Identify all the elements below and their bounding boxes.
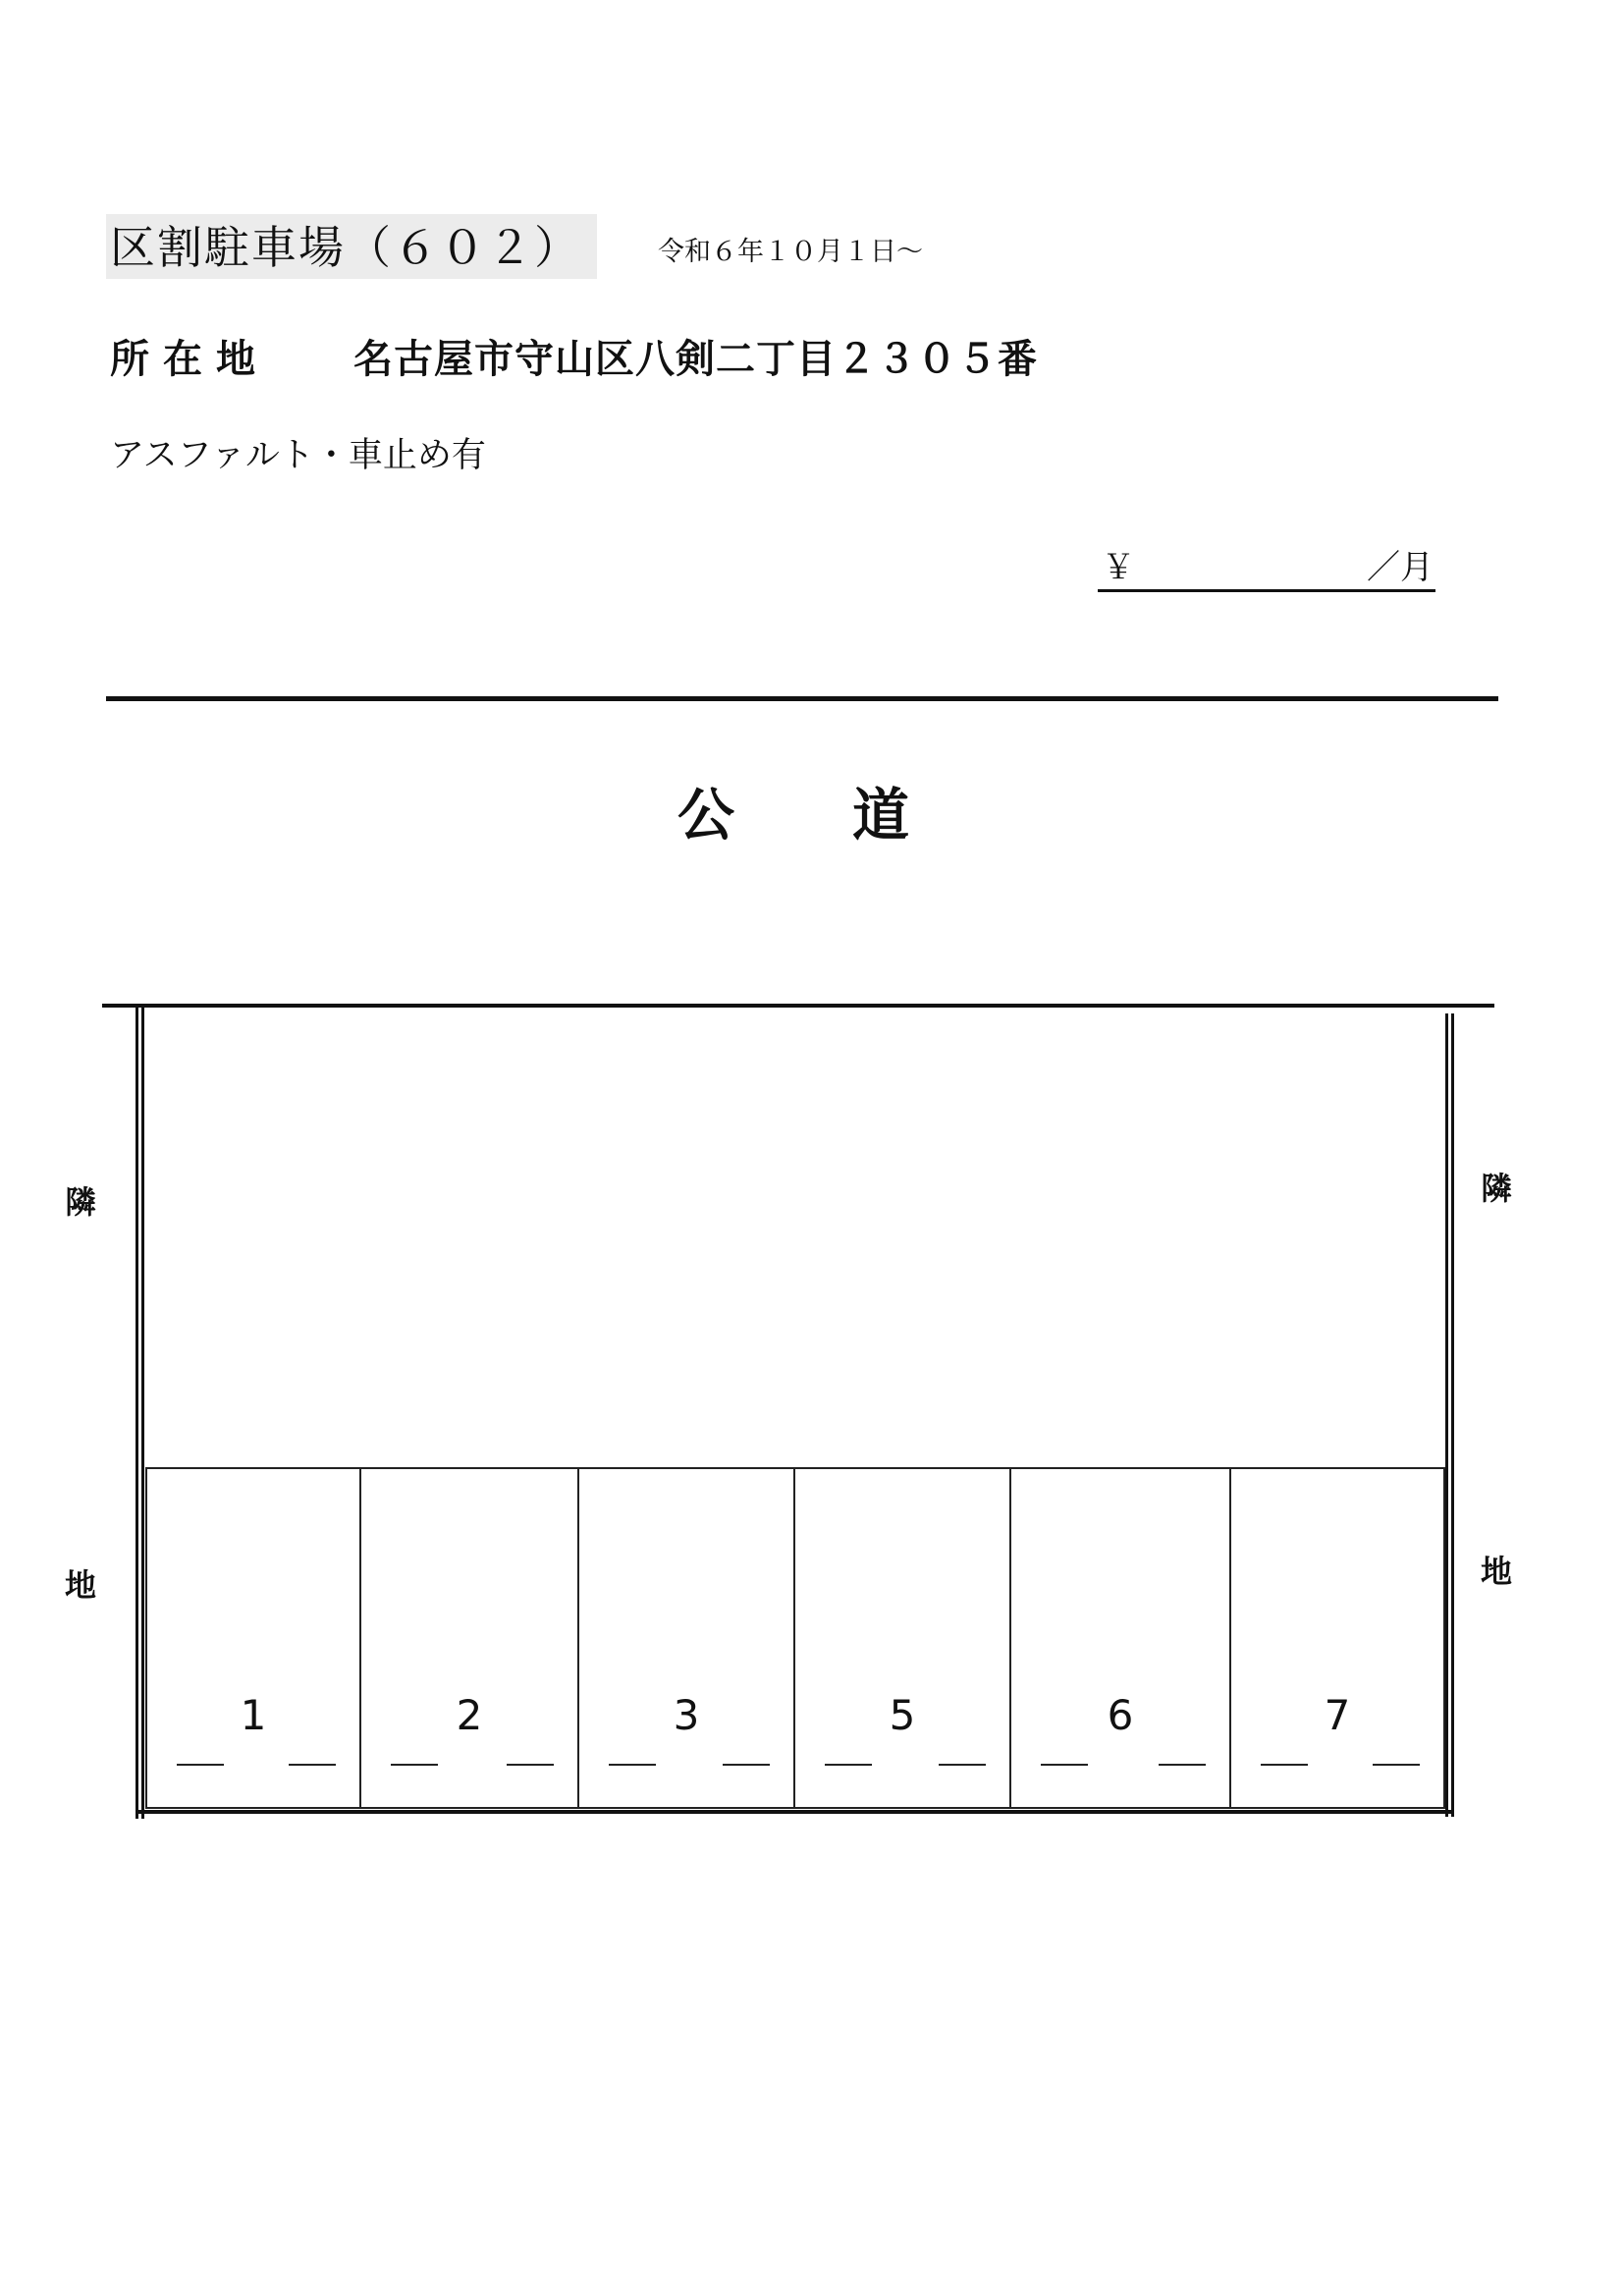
parking-space	[1229, 1467, 1445, 1809]
lot-right-boundary	[1445, 1013, 1454, 1817]
parking-space	[793, 1467, 1011, 1809]
parking-space	[359, 1467, 579, 1809]
parking-space-number: 3	[673, 1691, 700, 1739]
lot-bottom-boundary	[135, 1810, 1454, 1814]
space-marker-left	[1261, 1764, 1308, 1766]
space-marker-left	[391, 1764, 438, 1766]
left-neighbor-label-bottom: 地	[65, 1566, 97, 1604]
per-month-label: ／月	[1367, 548, 1434, 587]
parking-space-number: 5	[889, 1691, 916, 1739]
left-neighbor-label-top: 隣	[65, 1183, 97, 1221]
space-marker-right	[1159, 1764, 1206, 1766]
space-marker-left	[825, 1764, 872, 1766]
space-marker-right	[1373, 1764, 1420, 1766]
surface-info: アスファルト・車止め有	[110, 436, 486, 475]
space-marker-right	[289, 1764, 336, 1766]
parking-space-number: 6	[1107, 1691, 1134, 1739]
parking-space	[1009, 1467, 1231, 1809]
space-marker-right	[939, 1764, 986, 1766]
yen-symbol: ￥	[1102, 548, 1135, 587]
parking-space-number: 7	[1324, 1691, 1351, 1739]
parking-space	[577, 1467, 795, 1809]
space-marker-left	[609, 1764, 656, 1766]
space-marker-left	[177, 1764, 224, 1766]
page-title: 区割駐車場（６０２）	[110, 221, 581, 274]
road-edge-top	[106, 696, 1498, 701]
right-neighbor-label-top: 隣	[1481, 1170, 1513, 1207]
space-marker-right	[723, 1764, 770, 1766]
parking-space	[145, 1467, 361, 1809]
space-marker-right	[507, 1764, 554, 1766]
parking-space-number: 1	[240, 1691, 267, 1739]
parking-space-number: 2	[456, 1691, 483, 1739]
location-label: 所在地	[110, 337, 269, 382]
space-marker-left	[1041, 1764, 1088, 1766]
effective-date: 令和６年１０月１日～	[658, 237, 923, 267]
public-road-label: 公道	[677, 782, 1028, 848]
road-edge-bottom	[102, 1004, 1494, 1008]
right-neighbor-label-bottom: 地	[1481, 1553, 1513, 1590]
location-address: 名古屋市守山区八剣二丁目２３０５番	[353, 337, 1038, 382]
lot-left-boundary	[135, 1006, 144, 1819]
